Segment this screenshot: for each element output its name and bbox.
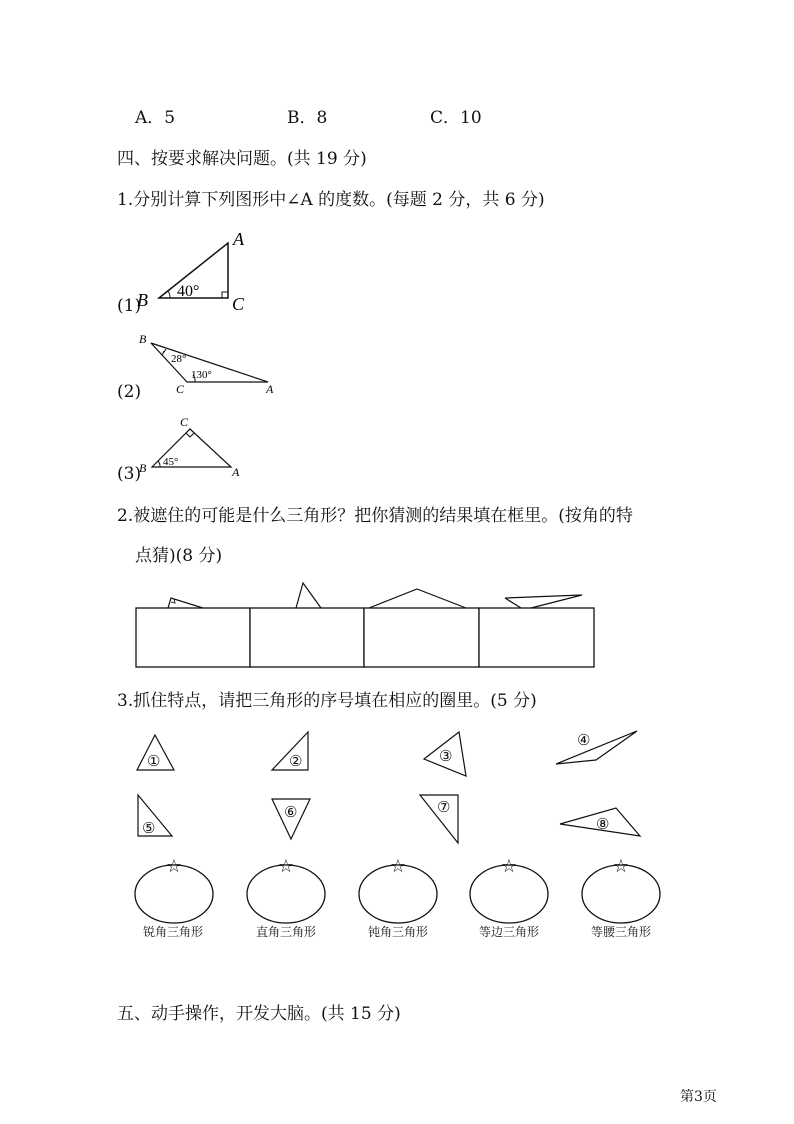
category-isosceles: 等腰三角形	[591, 925, 652, 939]
star-icon: ☆	[389, 856, 407, 876]
option-a: A．5	[135, 108, 176, 128]
shape-5-number: ⑤	[142, 821, 156, 837]
shape-8-number: ⑧	[596, 817, 610, 833]
star-icon: ☆	[277, 856, 295, 876]
fig2-angle-c: 130°	[191, 369, 212, 381]
shape-7-number: ⑦	[437, 800, 451, 816]
q2-line-1: 2.被遮住的可能是什么三角形？把你猜测的结果填在框里。(按角的特	[117, 506, 633, 526]
q3-title: 3.抓住特点，请把三角形的序号填在相应的圈里。(5 分)	[117, 691, 537, 711]
page-number: 第3页	[680, 1089, 717, 1105]
fig1-label-a: A	[233, 229, 244, 249]
q1-item-2-label: (2)	[117, 382, 142, 402]
shape-4-triangle	[556, 731, 637, 764]
category-acute: 锐角三角形	[143, 925, 204, 939]
fig3-label-b: B	[139, 461, 147, 475]
shape-3-number: ③	[439, 749, 453, 765]
shape-1-number: ①	[147, 754, 161, 770]
star-icon: ☆	[500, 856, 518, 876]
q1-title: 1.分别计算下列图形中∠A 的度数。(每题 2 分，共 6 分)	[117, 190, 545, 210]
category-right: 直角三角形	[256, 925, 317, 939]
star-icon: ☆	[165, 856, 183, 876]
fig3-angle: 45°	[163, 456, 179, 468]
shape-6-number: ⑥	[284, 805, 298, 821]
category-equilateral: 等边三角形	[479, 925, 540, 939]
star-icon: ☆	[612, 856, 630, 876]
shape-4-number: ④	[577, 733, 591, 749]
section-5-title: 五、动手操作，开发大脑。(共 15 分)	[117, 1004, 401, 1024]
fig1-angle: 40°	[177, 283, 200, 300]
shape-2-number: ②	[289, 754, 303, 770]
fig3-label-c: C	[180, 415, 189, 429]
fig2-label-b: B	[139, 332, 147, 346]
section-4-title: 四、按要求解决问题。(共 19 分)	[117, 149, 367, 169]
fig1-label-c: C	[232, 294, 245, 314]
fig3-label-a: A	[232, 465, 240, 479]
fig1-label-b: B	[137, 290, 148, 310]
q1-item-3-label: (3)	[117, 464, 142, 484]
option-b: B．8	[287, 108, 328, 128]
q1-item-1-label: (1)	[117, 296, 142, 316]
fig2-label-c: C	[176, 382, 185, 396]
option-c: C．10	[430, 108, 482, 128]
category-obtuse: 钝角三角形	[368, 925, 429, 939]
q2-line-2: 点猜)(8 分)	[135, 546, 223, 566]
fig2-label-a: A	[266, 382, 274, 396]
fig2-angle-b: 28°	[171, 353, 187, 365]
